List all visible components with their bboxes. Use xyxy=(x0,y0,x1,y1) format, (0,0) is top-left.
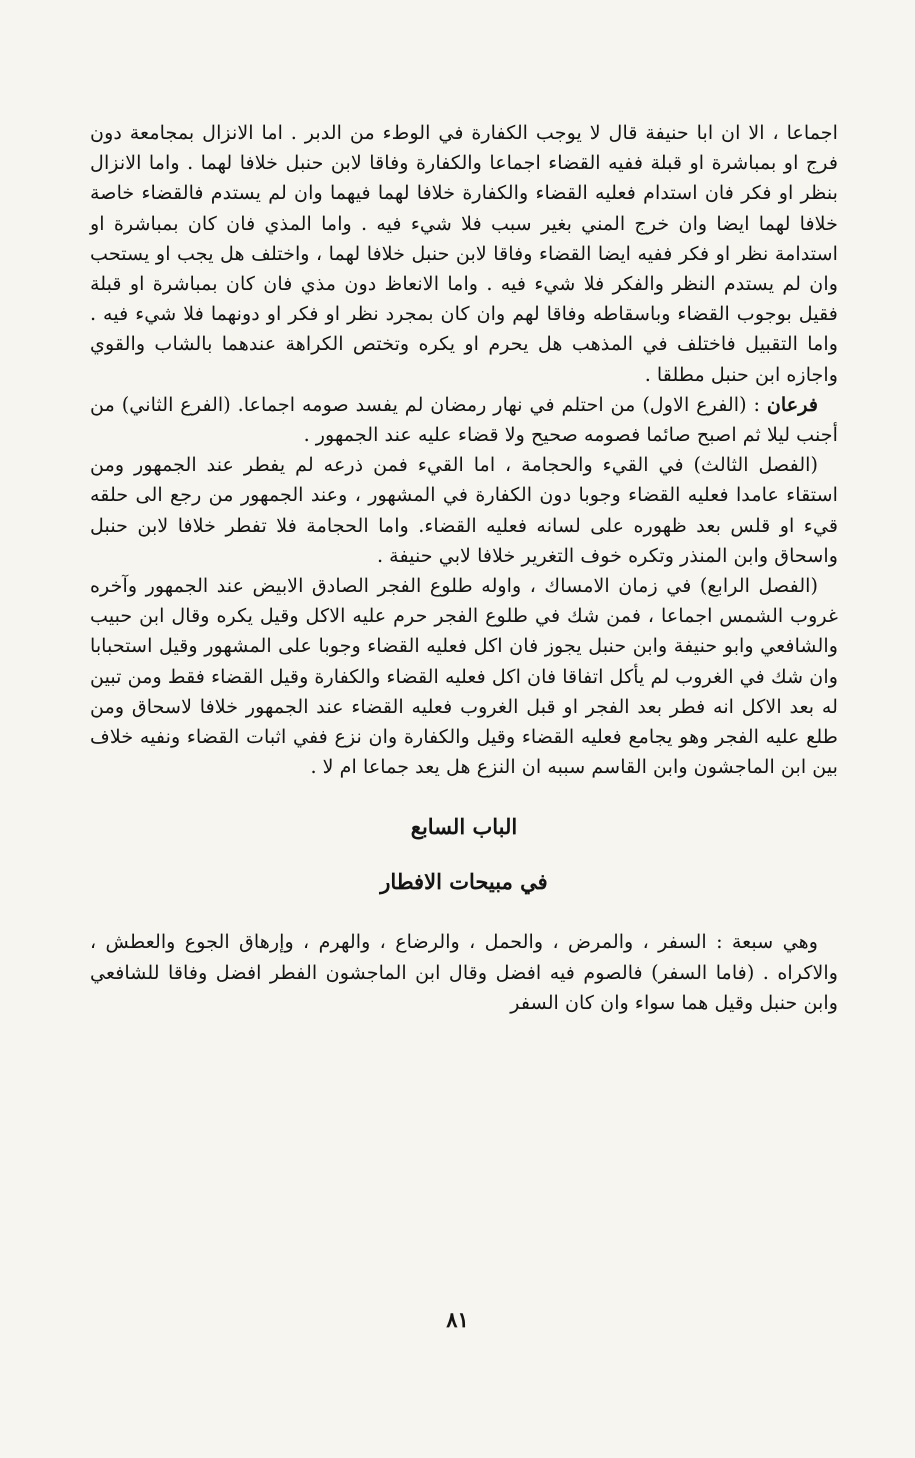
page-number: ٨١ xyxy=(446,1307,469,1332)
book-page xyxy=(90,118,838,1408)
chapter-heading: الباب السابع xyxy=(410,814,518,840)
paragraph-2-text: : (الفرع الاول) من احتلم في نهار رمضان لم يفسد صومه اجماعا. (الفرع الثاني) من أجنب ليلا ثم اصبح صائما فصومه صحيح ولا قضاء عليه عند الجمهور . xyxy=(90,392,838,447)
paragraph-3: (الفصل الثالث) في القيء والحجامة ، اما القيء فمن ذرعه لم يفطر عند الجمهور ومن استقاء عامدا فعليه القضاء وجوبا دون الكفارة في المشهور ، وعند الجمهور من رجع الى حلقه قيء او قلس بعد ظهوره على لسانه فعليه القضاء. واما الحجامة فلا تفطر خلافا لابن حنبل واسحاق وابن المنذر وتكره خوف التغرير خلافا لابي حنيفة . xyxy=(90,453,838,567)
chapter-subtitle: في مبيحات الافطار xyxy=(380,869,548,895)
paragraph-2 xyxy=(90,390,838,450)
paragraph-5: وهي سبعة : السفر ، والمرض ، والحمل ، والرضاع ، والهرم ، وإرهاق الجوع والعطش ، والاكراه . (فاما السفر) فالصوم فيه افضل وقال ابن الماجشون الفطر افضل وفاقا للشافعي وابن حنبل وقيل هما سواء وان كان السفر xyxy=(90,930,838,1014)
paragraph-1: اجماعا ، الا ان ابا حنيفة قال لا يوجب الكفارة في الوطء من الدبر . اما الانزال بمجامعة دون فرج او بمباشرة او قبلة ففيه القضاء اجماعا والكفارة وفاقا لابن حنبل خلافا لهما . واما الانزال بنظر او فكر فان استدام فعليه القضاء والكفارة خلافا لهما فيهما وان لم يستدم فالقضاء خاصة خلافا لهما ايضا وان خرج المني بغير سبب فلا شيء فيه . واما المذي فان كان بمباشرة او استدامة نظر او فكر ففيه ايضا القضاء وفاقا لابن حنبل خلافا لهما ، واختلف هل يجب او يستحب وان لم يستدم النظر والفكر فلا شيء فيه . واما الانعاظ دون مذي فان كان بمباشرة او قبلة فقيل بوجوب القضاء وباسقاطه وفاقا لهم وان كان بمجرد نظر او فكر او دونهما فلا شيء فيه . واما التقبيل فاختلف في المذهب هل يحرم او يكره وتختص الكراهة عندهما بالشاب والقوي واجازه ابن حنبل مطلقا . xyxy=(90,121,838,386)
paragraph-2-lead: فرعان xyxy=(766,392,818,416)
paragraph-4: (الفصل الرابع) في زمان الامساك ، واوله طلوع الفجر الصادق الابيض عند الجمهور وآخره غروب الشمس اجماعا ، فمن شك في طلوع الفجر حرم عليه الاكل وقيل يكره وقال ابن حبيب والشافعي وابو حنيفة وابن حنبل يجوز فان اكل فعليه القضاء وجوبا على المشهور وقيل استحبابا وان شك في الغروب لم يأكل اتفاقا فان اكل فعليه القضاء والكفارة وقيل القضاء فقط ومن تبين له بعد الاكل انه فطر بعد الفجر او قبل الغروب فعليه القضاء عند الجمهور خلافا لاسحاق ومن طلع عليه الفجر وهو يجامع فعليه القضاء وقيل والكفارة وان نزع ففي اثبات القضاء ونفيه خلاف بين ابن الماجشون وابن القاسم سببه ان النزع هل يعد جماعا ام لا . xyxy=(90,574,838,779)
